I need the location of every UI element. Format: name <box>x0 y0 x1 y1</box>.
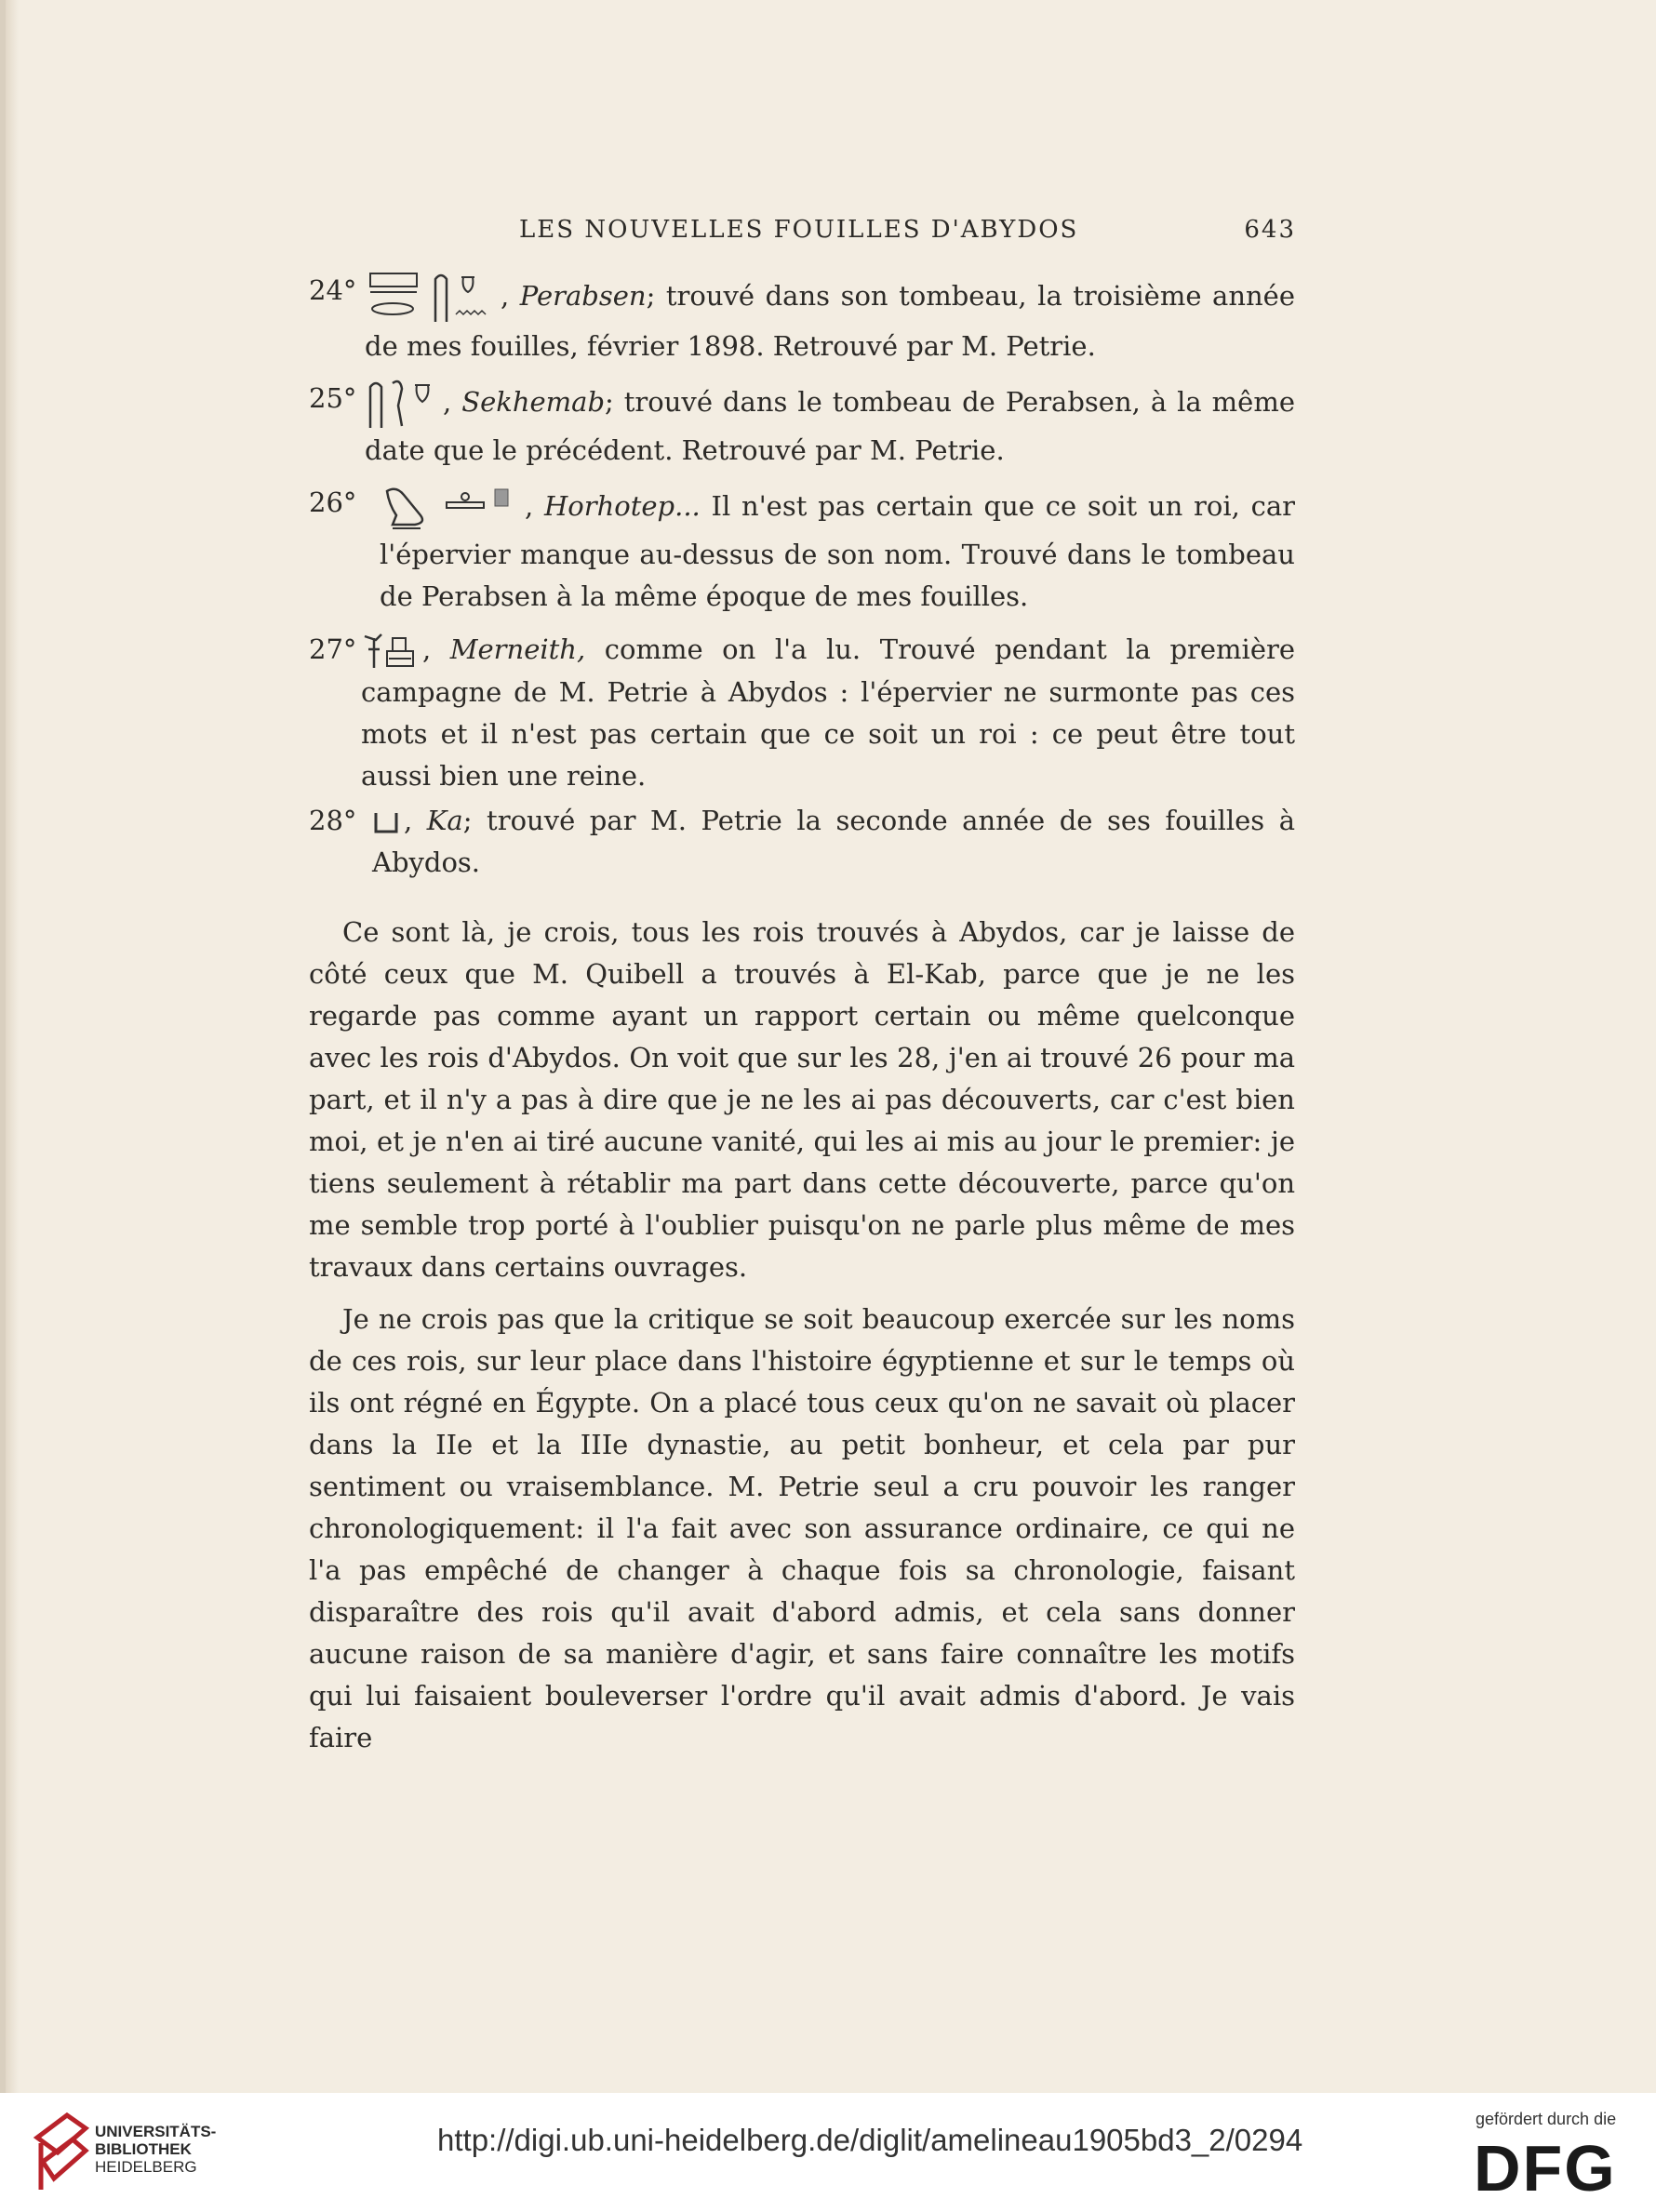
ka-arms-hieroglyph-icon <box>372 807 402 837</box>
library-name: UNIVERSITÄTS- BIBLIOTHEK HEIDELBERG <box>95 2123 217 2176</box>
royal-name: Sekhemab <box>461 386 606 418</box>
page-binding-edge <box>6 0 19 2093</box>
entry-text: ; trouvé par M. Petrie la seconde année de ses fouilles à Abydos. <box>372 805 1296 878</box>
page-number: 643 <box>1244 216 1296 244</box>
university-library-logo-icon <box>32 2110 91 2192</box>
entry-number: 27° <box>309 633 357 665</box>
royal-name: Merneith, <box>449 633 586 665</box>
entry-text: Il n'est pas certain que ce soit un roi, car l'épervier manque au-dessus de son nom. Trouvé dans le tombeau de Perabsen à la même époque de mes fouilles. <box>380 490 1295 612</box>
entry-text: ; trouvé dans le tombeau de Perabsen, à la même date que le précédent. Retrouvé par M. Petrie. <box>365 386 1295 466</box>
body-paragraph: Je ne crois pas que la critique se soit beaucoup exercée sur les noms de ces rois, sur leur place dans l'histoire égyptienne et sur le temps où ils ont régné en Égypte. On a placé tous ceux qu'on ne savait où placer dans la IIe et la IIIe dynastie, au petit bonheur, et cela par pur sentiment ou vraisemblance. M. Petrie seul a cru pouvoir les ranger chronologiquement: il l'a fait avec son assurance ordinaire, ce qui ne l'a pas empêché de changer à chaque fois sa chronologie, faisant disparaître des rois qu'il avait d'abord admis, et cela sans donner aucune raison de sa manière d'agir, et sans faire connaître les motifs qui lui faisaient bouleverser l'ordre qu'il avait admis d'abord. Je vais faire <box>309 1303 1295 1753</box>
royal-name: Horhotep... <box>543 490 701 522</box>
running-header <box>519 216 1296 253</box>
entry-text: comme on l'a lu. Trouvé pendant la première campagne de M. Petrie à Abydos : l'épervier ne surmonte pas ces mots et il n'est pas certain que ce soit un roi : ce peut être tout aussi bien une reine. <box>361 633 1296 792</box>
dfg-logo: DFG <box>1474 2132 1617 2205</box>
sekhemab-hieroglyph-icon <box>365 378 439 430</box>
permalink-url[interactable]: http://digi.ub.uni-heidelberg.de/diglit/amelineau1905bd3_2/0294 <box>437 2123 1303 2157</box>
entry-number: 26° <box>309 486 357 518</box>
entry-text: ; trouvé dans son tombeau, la troisième année de mes fouilles, février 1898. Retrouvé par M. Petrie. <box>365 280 1296 362</box>
digitization-footer <box>0 2093 1656 2212</box>
horhotep-falcon-icon <box>380 482 519 534</box>
royal-name: Perabsen <box>519 280 647 312</box>
perabsen-cartouche-icon <box>365 270 495 326</box>
entry-number: 28° <box>309 805 357 836</box>
running-title: LES NOUVELLES FOUILLES D'ABYDOS <box>519 216 1079 244</box>
entry-number: 24° <box>309 274 357 306</box>
royal-name: Ka <box>426 805 463 836</box>
body-paragraph: Ce sont là, je crois, tous les rois trouvés à Abydos, car je laisse de côté ceux que M. Quibell a trouvés à El-Kab, parce que je ne les regarde pas comme ayant un rapport certain ou même quelconque avec les rois d'Abydos. On voit que sur les 28, j'en ai trouvé 26 pour ma part, et il n'y a pas à dire que je ne les ai pas découverts, car c'est bien moi, et je n'en ai tiré aucune vanité, qui les ai mis au jour le premier: je tiens seulement à rétablir ma part dans cette découverte, parce qu'on me semble trop porté à l'oublier puisqu'on ne parle plus même de mes travaux dans certains ouvrages. <box>309 916 1295 1283</box>
entry-number: 25° <box>309 382 357 414</box>
funding-label: gefördert durch die <box>1476 2110 1617 2128</box>
merneith-hieroglyph-icon <box>361 631 419 672</box>
